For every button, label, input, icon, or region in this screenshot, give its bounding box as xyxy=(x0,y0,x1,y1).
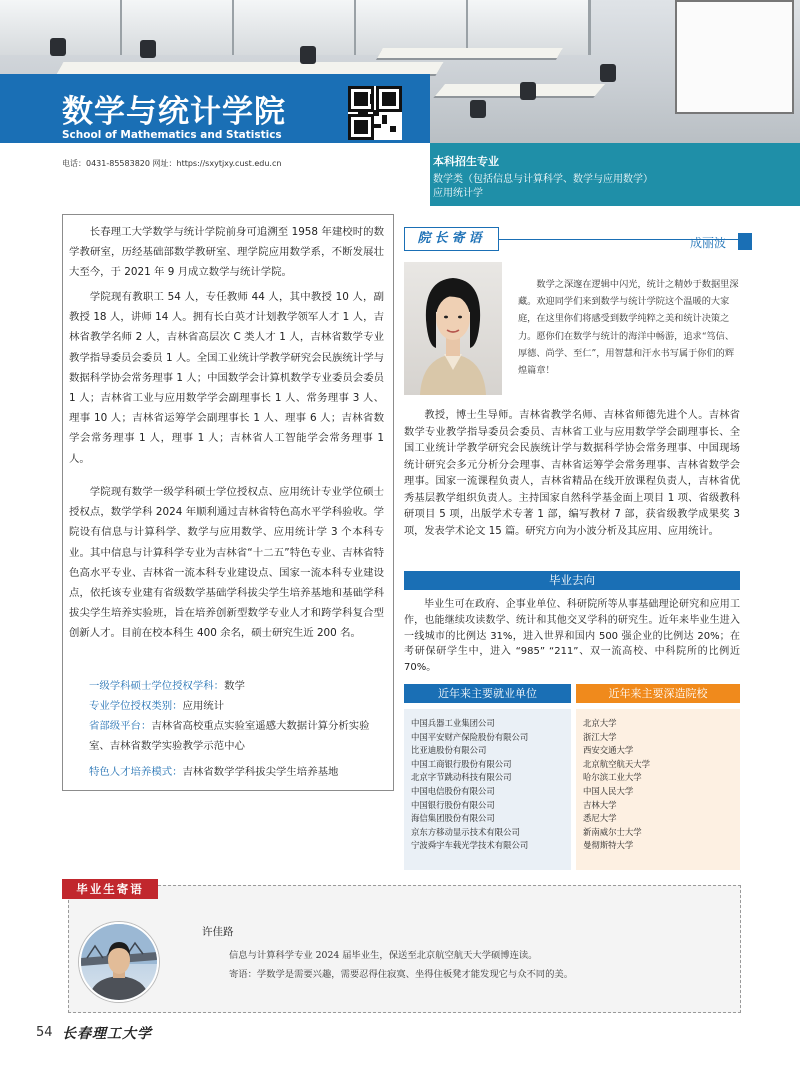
list-item: 京东方移动显示技术有限公司 xyxy=(411,826,520,837)
list-item: 比亚迪股份有限公司 xyxy=(411,745,487,756)
intro-item xyxy=(89,676,389,696)
list-item: 北京字节跳动科技有限公司 xyxy=(411,772,512,783)
graduate-quote: 寄语：学数学是需要兴趣，需要忍得住寂寞、坐得住板凳才能发现它与众不同的美。 xyxy=(229,969,573,980)
recruit-major: 应用统计学 xyxy=(433,188,483,199)
list-item: 中国人民大学 xyxy=(583,785,634,796)
employers-heading: 近年来主要就业单位 xyxy=(404,684,571,703)
list-item: 曼彻斯特大学 xyxy=(583,840,634,851)
list-item: 中国工商银行股份有限公司 xyxy=(411,758,512,769)
intro-item-key: 省部级平台： xyxy=(89,720,152,732)
intro-item-key: 特色人才培养模式： xyxy=(89,766,183,778)
university-brand: 长春理工大学 xyxy=(62,1026,152,1042)
intro-item-value: 数学 xyxy=(224,680,245,692)
dean-portrait xyxy=(404,262,502,395)
recruit-title: 本科招生专业 xyxy=(433,155,499,168)
dean-name-bar xyxy=(738,233,752,250)
intro-item xyxy=(89,762,389,782)
intro-paragraph: 学院现有数学一级学科硕士学位授权点、应用统计专业学位硕士授权点，数学学科 2024 年顺利通过吉林省特色高水平学科验收。学院设有信息与计算科学、数学与应用数学、应用统计学 3 个本科专业。其中信息与计算科学专业为吉林省“十二五”特色专业、吉林省特色高水平专业、吉林省一流本科专业建设点、国家一流本科专业建设点，依托该专业建有省级数学基础学科拔尖学生培养基地和基础学科拔尖学生培养实验班，旨在培养创新型数学专业人才和跨学科复合型创新人才。目前在校本科生 400 余名，硕士研究生近 200 名。 xyxy=(69,486,384,640)
intro-item-key: 一级学科硕士学位授权学科： xyxy=(89,680,225,692)
list-item: 悉尼大学 xyxy=(583,813,617,824)
intro-item-value: 应用统计 xyxy=(182,700,225,712)
list-item: 新南威尔士大学 xyxy=(583,826,642,837)
list-item: 中国兵器工业集团公司 xyxy=(411,718,495,728)
intro-paragraph: 学院现有教职工 54 人，专任教师 44 人，其中教授 10 人，副教授 18 人，讲师 14 人。拥有长白英才计划教学领军人才 1 人，吉林省教学名师 2 人，吉林省高层次 C 类人才 1 人，吉林省数学专业教学指导委员会委员 1 人。全国工业统计学教学研究会民族统计学与数据科学协会常务理事 1 人；中国数学会计算机数学专业委员会委员 1 人；吉林省工业与应用数学学会副理事长 1 人、常务理事 3 人、理事 10 人；吉林省运筹学会副理事长 1 人、理事 6 人；吉林省数学会常务理事 1 人，理事 1 人；吉林省人工智能学会常务理事 1 人。 xyxy=(69,291,384,465)
school-title: 数学与统计学院 xyxy=(62,94,286,130)
intro-item xyxy=(89,716,387,756)
qr-code-icon[interactable] xyxy=(348,86,402,140)
list-item: 宁波舜宇车载光学技术有限公司 xyxy=(411,840,529,851)
dean-name: 成丽波 xyxy=(690,236,727,250)
list-item: 中国平安财产保险股份有限公司 xyxy=(411,731,529,742)
list-item: 北京航空航天大学 xyxy=(583,758,650,769)
list-item: 吉林大学 xyxy=(583,799,617,810)
contact-info[interactable]: 电话：0431-85583820 网址：https://sxytjxy.cust.edu.cn xyxy=(62,159,282,168)
intro-item-key: 专业学位授权类别： xyxy=(89,700,183,712)
intro-item-value: 吉林省数学学科拔尖学生培养基地 xyxy=(182,766,339,778)
list-item: 哈尔滨工业大学 xyxy=(583,772,642,783)
destination-text: 毕业生可在政府、企事业单位、科研院所等从事基础理论研究和应用工作，也能继续攻读数学、统计和其他交叉学科的研究生。近年来毕业生进入一线城市的比例达 31%，进入世界和国内 500 强企业的比例达 20%；在考研保研学生中，进入 “985” “211”、双一流高校、中科院所的比例近 70%。 xyxy=(404,599,740,674)
contact-strip xyxy=(0,143,430,206)
list-item: 中国电信股份有限公司 xyxy=(411,785,495,796)
list-item: 海信集团股份有限公司 xyxy=(411,813,495,824)
list-item: 北京大学 xyxy=(583,718,617,728)
dean-message-tag: 院长寄语 xyxy=(404,227,499,251)
graduate-name: 许佳路 xyxy=(202,926,234,938)
recruit-major: 数学类（包括信息与计算科学、数学与应用数学） xyxy=(433,174,653,185)
list-item: 中国银行股份有限公司 xyxy=(411,799,495,810)
graduate-info: 信息与计算科学专业 2024 届毕业生，保送至北京航空航天大学硕博连读。 xyxy=(229,950,538,961)
dean-bio: 教授，博士生导师。吉林省教学名师、吉林省师德先进个人。吉林省数学专业教学指导委员会委员、吉林省工业与应用数学学会副理事长、全国工业统计学教学研究会民族统计学与数据科学协会常务理事、中国现场统计研究会多元分析分会理事、吉林省运筹学会常务理事、吉林省数学会理事。国家一流课程负责人，吉林省精品在线开放课程负责人，吉林省优秀基层教学组织负责人。主持国家自然科学基金面上项目 1 项、省级教科研项目 5 项，出版学术专著 1 部，编写教材 7 部，获省级教学成果奖 3 项，发表学术论文 15 篇。研究方向为小波分析及其应用、应用统计。 xyxy=(404,410,740,537)
universities-list xyxy=(583,717,650,853)
intro-paragraph: 长春理工大学数学与统计学院前身可追溯至 1958 年建校时的数学教研室，历经基础部数学教研室、理学院应用数学系，不断发展壮大至今，于 2021 年 9 月成立数学与统计学院。 xyxy=(69,226,384,279)
employers-box xyxy=(404,709,571,870)
employers-list xyxy=(411,717,528,853)
intro-item xyxy=(89,696,389,716)
graduate-avatar xyxy=(79,922,159,1002)
graduate-message-tag: 毕业生寄语 xyxy=(62,879,158,899)
universities-heading: 近年来主要深造院校 xyxy=(576,684,740,703)
universities-box xyxy=(576,709,740,870)
destination-heading: 毕业去向 xyxy=(404,571,740,590)
list-item: 西安交通大学 xyxy=(583,745,634,756)
page-number: 54 xyxy=(36,1025,53,1040)
list-item: 浙江大学 xyxy=(583,731,617,742)
intro-item-value: 吉林省高校重点实验室遥感大数据计算分析实验室、吉林省数学实验教学示范中心 xyxy=(89,720,370,753)
dean-quote: 数学之深邃在逻辑中闪光，统计之精妙于数据里深藏。欢迎同学们来到数学与统计学院这个温暖的大家庭，在这里你们将感受到数学纯粹之美和统计决策之力。愿你们在数学与统计的海洋中畅游，追求“笃信、厚德、尚学、至仁”，用智慧和汗水书写属于你们的辉煌篇章！ xyxy=(518,279,739,377)
school-title-en: School of Mathematics and Statistics xyxy=(62,129,282,141)
